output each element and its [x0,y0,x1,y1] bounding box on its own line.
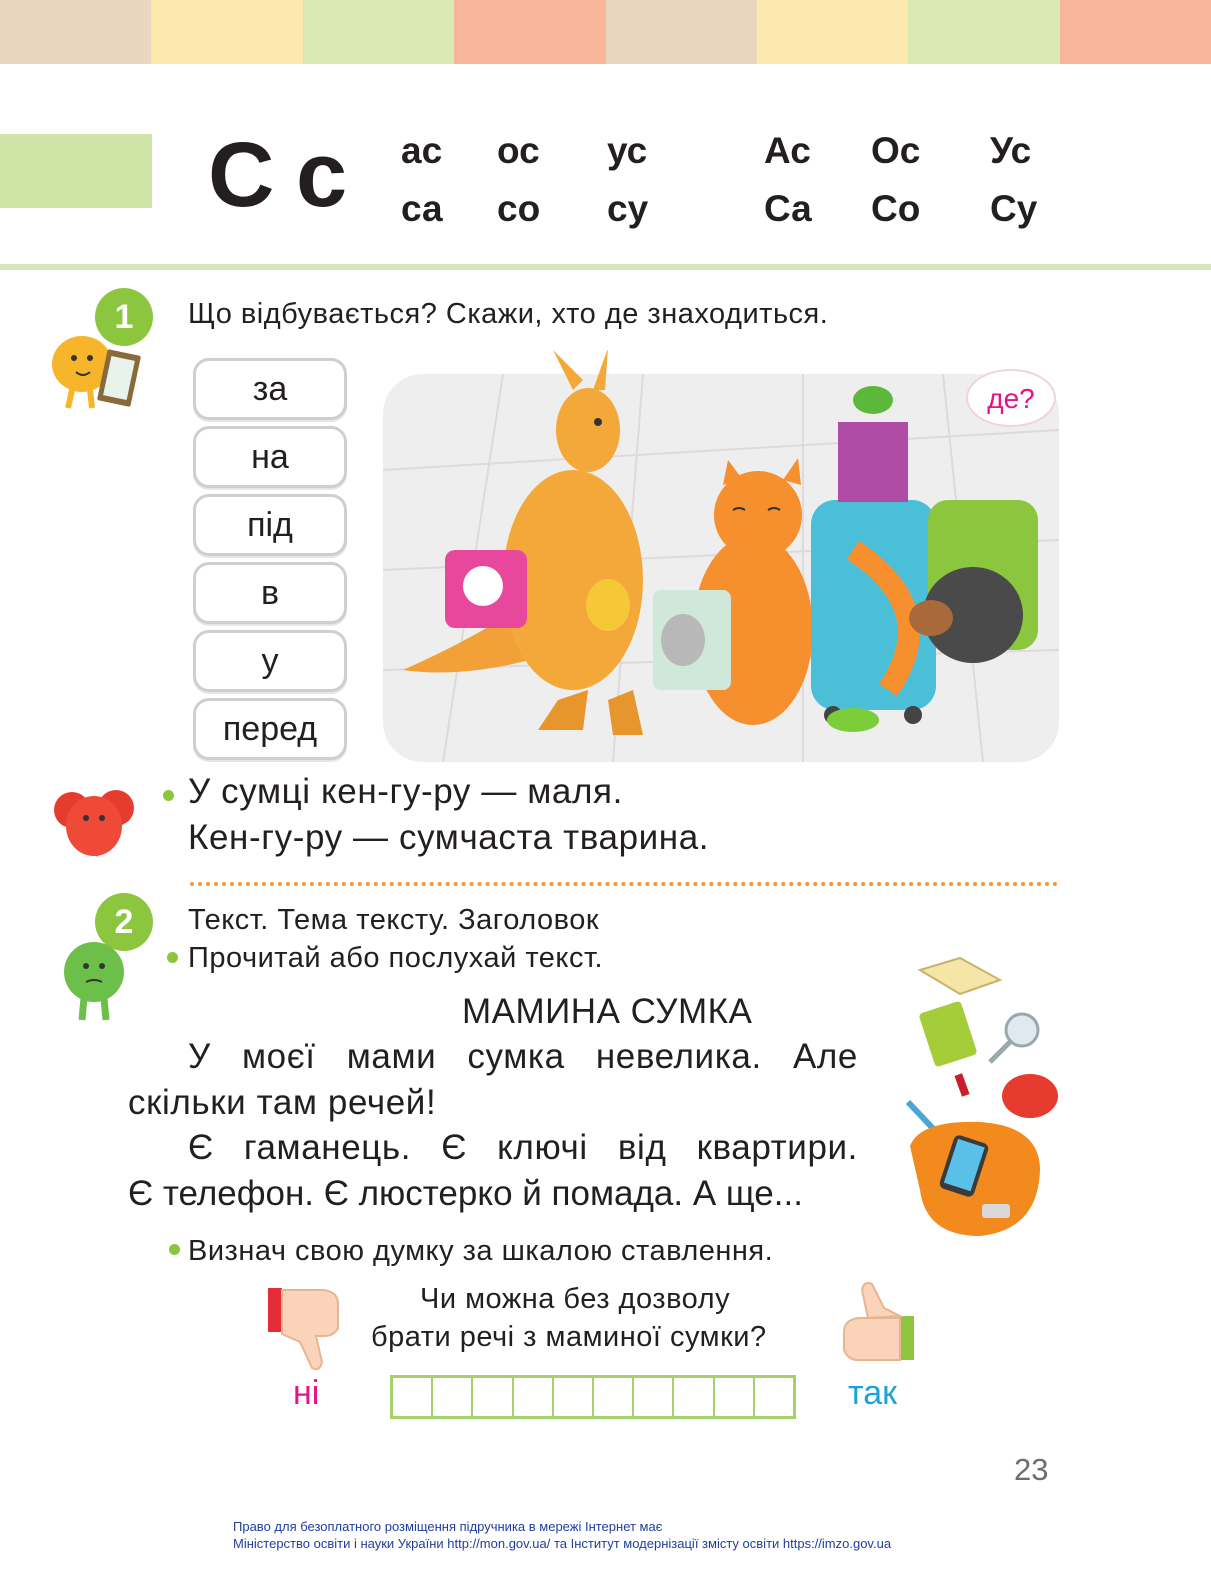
dotted-divider [190,882,1058,886]
task2-instruction: Прочитай або послухай текст. [188,942,604,974]
scale-instruction: Визнач свою думку за шкалою ставлення. [188,1235,774,1267]
scale-cell[interactable] [554,1378,594,1416]
footer-line-2: Міністерство освіти і науки України http://mon.gov.ua/ та Інститут модернізації змісту освіти https://imzo.gov.ua [233,1536,892,1551]
word-box-pered: перед [193,698,347,760]
no-label: ні [293,1374,320,1412]
syllable-us: ус [607,130,648,171]
syllable-so: со [497,188,541,229]
word-box-za: за [193,358,347,420]
handbag-with-items-illustration [890,950,1070,1250]
task1-line-2: Кен-гу-ру — сумчаста тварина. [188,818,710,857]
page-number: 23 [1014,1452,1049,1487]
scale-cell[interactable] [634,1378,674,1416]
stripe-segment [606,0,757,64]
syllable-upper-os: Ос [871,130,921,171]
kangaroo-cat-luggage-illustration [383,350,1059,762]
syllable-as: ас [401,130,443,171]
footer-line-1: Право для безоплатного розміщення підручника в мережі Інтернет має [233,1519,663,1534]
stripe-segment [1060,0,1211,64]
syllable-upper-us: Ус [990,130,1032,171]
speech-bubble-text: де? [987,383,1035,414]
syllable-upper-sa: Са [764,188,812,229]
question-line-1: Чи можна без дозволу [420,1283,731,1315]
story-line-1: У моєї мами сумка невелика. Але [188,1037,858,1076]
attitude-scale[interactable] [390,1375,796,1419]
stripe-segment [151,0,302,64]
scale-cell[interactable] [594,1378,634,1416]
header-divider [0,264,1211,270]
syllable-sa: са [401,188,443,229]
thumbs-up-icon [828,1278,920,1368]
stripe-segment [757,0,908,64]
scale-cell[interactable] [514,1378,554,1416]
task-number-badge-1: 1 [95,288,153,346]
red-elephant-mascot-icon [52,780,138,866]
stripe-segment [303,0,454,64]
word-box-pid: під [193,494,347,556]
story-title: МАМИНА СУМКА [462,992,753,1031]
syllable-os: ос [497,130,540,171]
bullet-dot [169,1244,180,1255]
scale-cell[interactable] [433,1378,473,1416]
stripe-segment [454,0,605,64]
question-line-2: брати речі з маминої сумки? [371,1321,767,1353]
syllable-upper-so: Со [871,188,921,229]
syllable-upper-as: Ас [764,130,811,171]
yes-label: так [848,1374,897,1412]
syllable-su: су [607,188,649,229]
task1-instruction: Що відбувається? Скажи, хто де знаходиться. [188,298,829,330]
thumbs-down-icon [264,1284,350,1374]
stripe-segment [908,0,1059,64]
scale-cell[interactable] [674,1378,714,1416]
top-color-stripe [0,0,1211,64]
scale-cell[interactable] [755,1378,793,1416]
word-box-na: на [193,426,347,488]
stripe-segment [0,0,151,64]
bullet-dot [163,790,174,801]
letter-title: С с [208,124,346,226]
story-line-2: скільки там речей! [128,1083,437,1122]
syllable-upper-su: Су [990,188,1038,229]
scale-cell[interactable] [715,1378,755,1416]
task-number-badge-2: 2 [95,893,153,951]
task1-line-1: У сумці кен-гу-ру — маля. [188,772,623,811]
yellow-mascot-with-picture-icon [46,318,142,414]
story-line-3: Є гаманець. Є ключі від квартири. [188,1128,858,1167]
story-line-4: Є телефон. Є люстерко й помада. А ще... [128,1174,803,1213]
scale-cell[interactable] [473,1378,513,1416]
word-box-v: в [193,562,347,624]
green-mascot-icon [58,932,138,1028]
scale-cell[interactable] [393,1378,433,1416]
word-box-u: у [193,630,347,692]
header-green-block [0,134,152,208]
task2-subtitle: Текст. Тема тексту. Заголовок [188,904,600,936]
bullet-dot [167,952,178,963]
